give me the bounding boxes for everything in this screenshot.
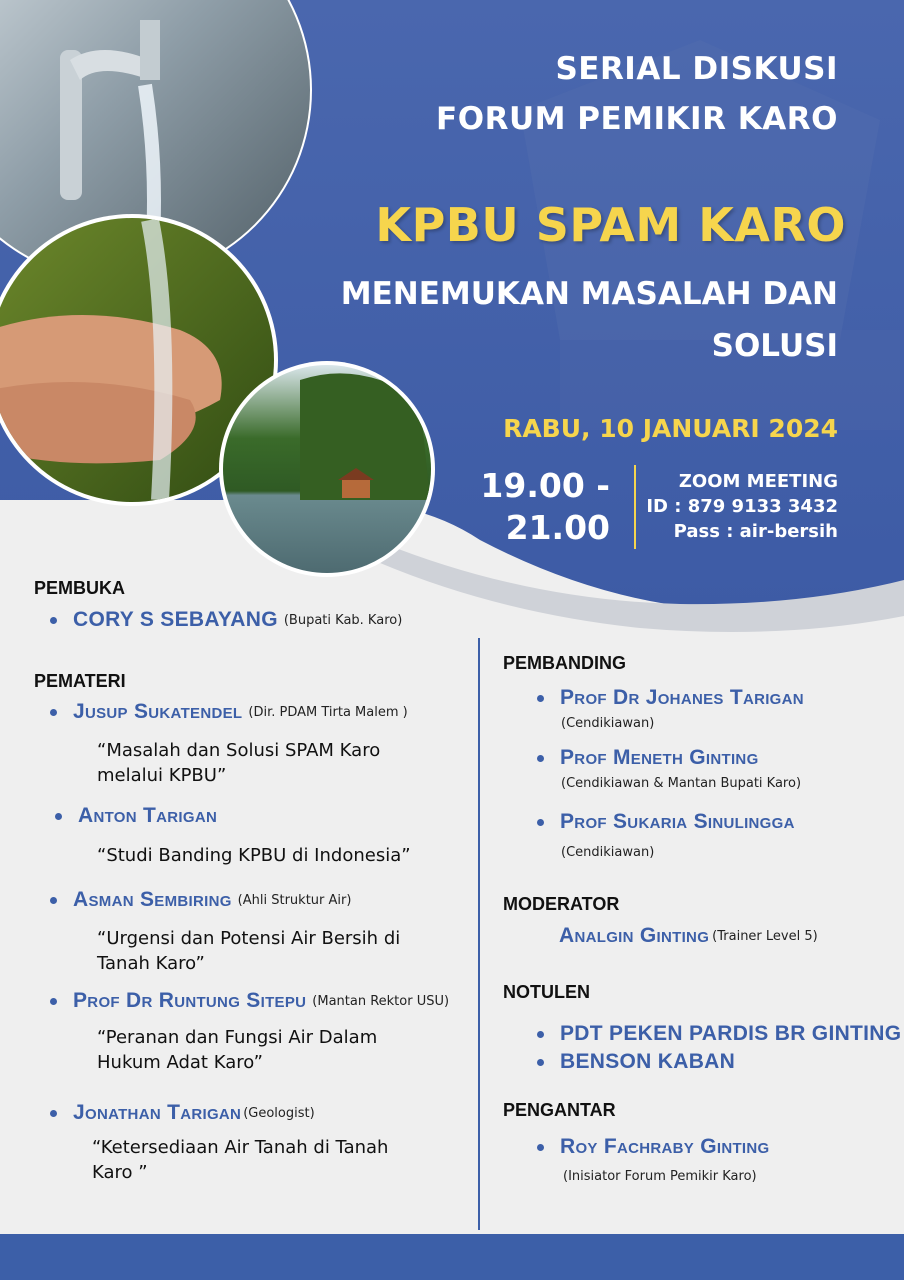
speaker-name: Jusup Sukatendel [73, 700, 243, 723]
event-title: KPBU SPAM KARO [375, 198, 846, 252]
pemateri-heading: PEMATERI [34, 671, 126, 691]
topic-line: Hukum Adat Karo” [97, 1052, 263, 1073]
notulen-name: PDT PEKEN PARDIS BR GINTING [560, 1022, 902, 1045]
time-start: 19.00 - [480, 466, 610, 505]
speaker-role: (Mantan Rektor USU) [312, 993, 450, 1009]
pengantar-name: Roy Fachraby Ginting [560, 1135, 770, 1158]
bullet-icon [537, 819, 544, 826]
moderator-role: (Trainer Level 5) [712, 928, 818, 944]
pembuka-role: (Bupati Kab. Karo) [283, 612, 403, 628]
bullet-icon [537, 695, 544, 702]
time-divider [634, 465, 636, 549]
pemateri-speaker [50, 1101, 315, 1125]
pemateri-speaker [55, 804, 217, 828]
event-subtitle [238, 268, 838, 372]
zoom-id: ID : 879 9133 3432 [646, 496, 838, 517]
pemateri-speaker [50, 700, 408, 724]
bullet-icon [50, 998, 57, 1005]
pembuka-heading: PEMBUKA [34, 578, 126, 598]
footer-bar [0, 1234, 904, 1280]
subtitle-line-2: SOLUSI [711, 328, 838, 364]
pengantar-item [537, 1135, 770, 1159]
event-time [470, 465, 610, 549]
zoom-label: ZOOM MEETING [678, 471, 838, 492]
topic-line: Karo ” [92, 1162, 148, 1183]
pemateri-speaker [50, 989, 449, 1013]
speaker-name: Anton Tarigan [78, 804, 218, 827]
pembanding-role: (Cendikiawan) [561, 716, 655, 731]
speaker-role: (Dir. PDAM Tirta Malem ) [248, 704, 408, 720]
topic-line: “Peranan dan Fungsi Air Dalam [97, 1027, 378, 1048]
event-date: RABU, 10 JANUARI 2024 [503, 414, 838, 443]
bullet-icon [50, 709, 57, 716]
moderator-name: Analgin Ginting [559, 924, 710, 947]
pembanding-item [537, 810, 795, 834]
moderator-heading: MODERATOR [503, 894, 620, 914]
notulen-item [537, 1050, 735, 1074]
pembuka-speaker [50, 608, 402, 632]
notulen-name: BENSON KABAN [560, 1050, 736, 1073]
pembanding-item [537, 686, 804, 710]
speaker-role: (Geologist) [243, 1105, 315, 1121]
serial-title: SERIAL DISKUSI [555, 51, 838, 87]
speaker-name: Jonathan Tarigan [73, 1101, 242, 1124]
column-divider [478, 638, 480, 1230]
pembanding-item [537, 746, 759, 770]
pengantar-role: (Inisiator Forum Pemikir Karo) [563, 1169, 757, 1184]
bullet-icon [55, 813, 62, 820]
bullet-icon [537, 1144, 544, 1151]
pembanding-role: (Cendikiawan & Mantan Bupati Karo) [561, 776, 802, 791]
pembanding-heading: PEMBANDING [503, 653, 627, 673]
time-end: 21.00 [505, 508, 610, 547]
speaker-name: Asman Sembiring [73, 888, 232, 911]
speaker-topic [97, 843, 457, 868]
pembuka-name: CORY S SEBAYANG [73, 608, 278, 631]
pemateri-speaker [50, 888, 351, 912]
pembanding-name: Prof Meneth Ginting [560, 746, 759, 769]
topic-line: Tanah Karo” [97, 953, 205, 974]
moderator-item [559, 924, 818, 948]
bullet-icon [537, 755, 544, 762]
speaker-role: (Ahli Struktur Air) [237, 892, 352, 908]
bullet-icon [537, 1031, 544, 1038]
zoom-pass: Pass : air-bersih [673, 521, 838, 542]
speaker-topic [97, 1025, 457, 1075]
notulen-item [537, 1022, 901, 1046]
topic-line: melalui KPBU” [97, 765, 227, 786]
speaker-topic [97, 738, 457, 788]
topic-line: “Urgensi dan Potensi Air Bersih di [97, 928, 401, 949]
forum-name: FORUM PEMIKIR KARO [436, 101, 838, 137]
bullet-icon [50, 1110, 57, 1117]
pembanding-name: Prof Sukaria Sinulingga [560, 810, 795, 833]
topic-line: “Masalah dan Solusi SPAM Karo [97, 740, 381, 761]
topic-line: “Studi Banding KPBU di Indonesia” [97, 845, 411, 866]
zoom-info [646, 469, 838, 544]
forum-header [278, 44, 838, 144]
speaker-topic [92, 1135, 452, 1185]
bullet-icon [50, 617, 57, 624]
bullet-icon [50, 897, 57, 904]
speaker-name: Prof Dr Runtung Sitepu [73, 989, 307, 1012]
notulen-heading: NOTULEN [503, 982, 590, 1002]
topic-line: “Ketersediaan Air Tanah di Tanah [92, 1137, 389, 1158]
subtitle-line-1: MENEMUKAN MASALAH DAN [340, 276, 838, 312]
bullet-icon [537, 1059, 544, 1066]
pengantar-heading: PENGANTAR [503, 1100, 616, 1120]
pembanding-name: Prof Dr Johanes Tarigan [560, 686, 804, 709]
pembanding-role: (Cendikiawan) [561, 845, 655, 860]
speaker-topic [97, 926, 457, 976]
